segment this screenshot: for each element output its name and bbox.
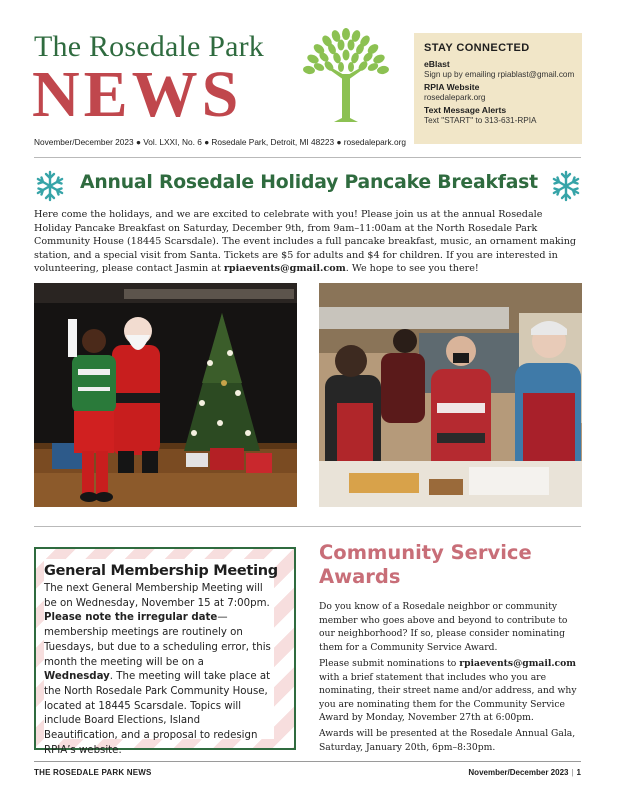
membership-irregular-date: Please note the irregular date [44, 612, 218, 624]
snowflake-icon [34, 170, 66, 202]
membership-p2: —membership meetings are routinely on Tuesdays, but due to a scheduling error, this month the meeting will be on a [44, 612, 271, 668]
masthead-title: NEWS [32, 58, 243, 131]
intro-email-link[interactable]: rpiaevents@gmail.com [223, 263, 346, 275]
page-number: 1 [576, 768, 581, 777]
dateline: November/December 2023 ● Vol. LXXI, No. 6 ● Rosedale Park, Detroit, MI 48223 ● rosedalepark.org [34, 137, 406, 147]
awards-p2 [319, 657, 581, 725]
snowflake-icon [550, 170, 582, 202]
text-alerts-text: Text "START" to 313-631-RPIA [424, 116, 537, 125]
text-alerts-label: Text Message Alerts [424, 105, 507, 115]
footer-divider [34, 761, 581, 762]
awards-email-link[interactable]: rpiaevents@gmail.com [459, 658, 576, 669]
kitchen-volunteers-photo [319, 283, 582, 507]
section-divider [34, 526, 581, 527]
intro-text: Here come the holidays, and we are excited to celebrate with you! Please join us at the annual Rosedale Holiday Pancake Breakfast on Saturday, December 9th, from 9am–11:00am at the North Rosedale Park Community House (18445 Scarsdale). The event includes a full pancake breakfast, music, an ornament making station, and a special visit from Santa. Tickets are $5 for adults and $4 for children. If you are interested in volunteering, please contact Jasmin at [34, 209, 577, 275]
awards-p2-text: Please submit nominations to [319, 658, 460, 669]
footer-separator: | [571, 768, 574, 777]
eblast-text: Sign up by emailing rpiablast@gmail.com [424, 70, 575, 79]
footer-date: November/December 2023 [468, 768, 569, 777]
masthead-subtitle: The Rosedale Park [34, 30, 264, 63]
membership-weekday: Wednesday [44, 671, 110, 683]
awards-p3: Awards will be presented at the Rosedale Annual Gala, Saturday, January 20th, 6pm–8:30pm. [319, 728, 576, 753]
intro-text-end: . We hope to see you there! [345, 263, 479, 275]
pancake-headline: Annual Rosedale Holiday Pancake Breakfast [80, 172, 538, 193]
footer-page-info [468, 768, 581, 777]
website-text[interactable]: rosedalepark.org [424, 93, 486, 102]
header-divider [34, 157, 581, 158]
awards-p1: Do you know of a Rosedale neighbor or community member who goes above and beyond to contribute to our neighborhood? If so, please consider nominating them for a Community Service Award. [319, 601, 568, 653]
awards-p2-rest: with a brief statement that includes who you are nominating, their street name and/or address, and why you are nominating them for the Community Service Award by Monday, November 27th at 6:00pm. [319, 671, 577, 723]
membership-meeting-content [44, 559, 278, 756]
pancake-intro [34, 208, 583, 276]
santa-and-christmas-tree-photo [34, 283, 297, 507]
membership-meeting-title: General Membership Meeting [44, 563, 278, 579]
website-label: RPIA Website [424, 82, 480, 92]
membership-meeting-box [34, 547, 296, 756]
footer-publication-name: THE ROSEDALE PARK NEWS [34, 768, 152, 777]
awards-title: Community Service Awards [319, 541, 532, 588]
tree-icon [300, 26, 392, 126]
stay-connected-box [414, 33, 582, 144]
stay-connected-title: STAY CONNECTED [424, 42, 530, 54]
eblast-label: eBlast [424, 59, 450, 69]
membership-meeting-text [44, 582, 272, 758]
membership-p1: The next General Membership Meeting will be on Wednesday, November 15 at 7:00pm. [44, 583, 270, 609]
membership-p2-end: . The meeting will take place at the North Rosedale Park Community House, located at 18445 Scarsdale. Topics will include Board Elections, Island Beautification, and a proposal to redesign RPIA’s website. [44, 671, 271, 756]
